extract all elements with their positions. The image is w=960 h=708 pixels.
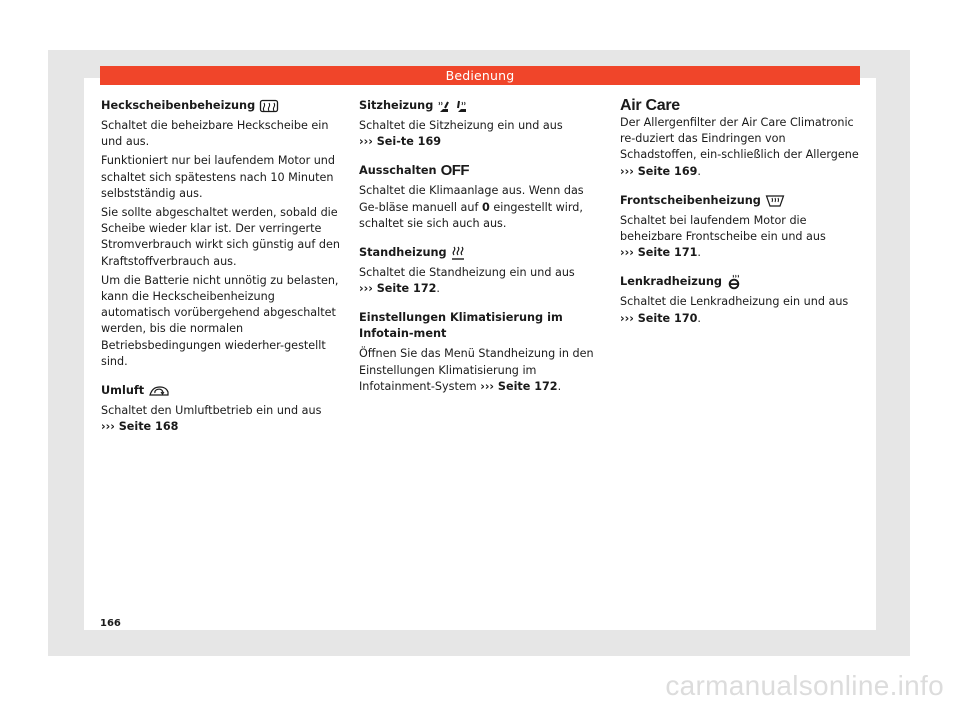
punctuation: . <box>436 282 440 296</box>
section-off <box>359 163 603 232</box>
paragraph <box>620 115 864 180</box>
heading-off <box>359 163 603 179</box>
heading-text: Umluft <box>101 384 145 398</box>
steering-wheel-heating-icon <box>726 274 742 290</box>
paragraph <box>359 265 603 297</box>
heading-text: Heckscheibenbeheizung <box>101 99 256 112</box>
column-left <box>101 98 345 448</box>
heading-auxiliary-heating <box>359 245 603 261</box>
heading-steering-heating <box>620 274 864 290</box>
punctuation: . <box>697 246 701 260</box>
page-reference-link[interactable]: ››› Sei-te 169 <box>359 135 442 149</box>
recirculation-text: Schaltet den Umluftbetrieb ein und aus <box>101 404 322 418</box>
heading-text: Sitzheizung <box>359 99 434 112</box>
off-text-continued: eingestellt wird, schaltet sie sich auch aus. <box>359 200 583 230</box>
section-steering-heating <box>620 274 864 326</box>
rear-window-heating-icon <box>259 99 279 114</box>
auxiliary-heating-icon <box>451 245 465 261</box>
page-reference-link[interactable]: ››› Seite 169 <box>620 164 698 178</box>
windscreen-text: Schaltet bei laufendem Motor die beheizbare Frontscheibe ein und aus <box>620 213 826 244</box>
recirculation-icon <box>148 385 170 398</box>
windscreen-heating-icon <box>765 194 785 208</box>
heading-text: Lenkradheizung <box>620 275 723 289</box>
seat-heating-text: Schaltet die Sitzheizung ein und aus <box>359 119 563 132</box>
air-care-text: Der Allergenfilter der Air Care Climatronic re-duziert das Eindringen von Schadstoffen, ein-schließlich der Allergene <box>620 116 859 162</box>
fan-zero-label: 0 <box>481 200 490 214</box>
page-number: 166 <box>100 618 121 629</box>
off-text: Schaltet die Klimaanlage aus. Wenn das Ge-bläse manuell auf <box>359 184 584 214</box>
paragraph <box>359 346 603 395</box>
heading-seat-heating <box>359 98 603 114</box>
paragraph <box>359 183 603 232</box>
paragraph: Um die Batterie nicht unnötig zu belasten, kann die Heckscheibenheizung automatisch vorübergehend abgeschaltet werden, bis die normalen Betriebsbedingungen wiederher-gestellt sind. <box>101 273 339 368</box>
section-infotainment-settings <box>359 310 603 395</box>
page-reference-link[interactable]: ››› Seite 171 <box>620 246 698 260</box>
heading-infotainment-settings: Einstellungen Klimatisierung im Infotain-ment <box>359 311 563 341</box>
paragraph: Schaltet die beheizbare Heckscheibe ein und aus. <box>101 119 329 149</box>
paragraph <box>359 118 603 150</box>
steering-text: Schaltet die Lenkradheizung ein und aus <box>620 295 849 309</box>
off-icon: OFF <box>440 162 470 180</box>
column-right <box>620 98 864 340</box>
section-rear-window-heating <box>101 98 345 370</box>
section-auxiliary-heating <box>359 245 603 297</box>
section-air-care <box>620 98 864 180</box>
page-reference-link[interactable]: ››› Seite 168 <box>101 420 179 434</box>
paragraph <box>101 403 345 435</box>
heading-text: Ausschalten <box>359 164 437 178</box>
seat-back-heating-icon <box>455 99 469 114</box>
heading-text: Standheizung <box>359 246 447 260</box>
section-windscreen-heating <box>620 193 864 262</box>
paragraph: Funktioniert nur bei laufendem Motor und schaltet sich spätestens nach 10 Minuten selbstständig aus. <box>101 154 336 200</box>
punctuation: . <box>697 311 701 325</box>
auxiliary-heating-text: Schaltet die Standheizung ein und aus <box>359 266 575 280</box>
section-seat-heating <box>359 98 603 150</box>
punctuation: . <box>557 379 562 393</box>
punctuation: . <box>697 164 701 178</box>
infotainment-text: Öffnen Sie das Menü Standheizung in den Einstellungen Klimatisierung im Infotainment-System <box>359 347 594 393</box>
watermark: carmanualsonline.info <box>665 670 944 701</box>
page-reference-link[interactable]: ››› Seite 172 <box>480 379 558 393</box>
heading-rear-window-heating <box>101 98 345 114</box>
section-recirculation <box>101 383 345 435</box>
heading-text: Frontscheibenheizung <box>620 193 761 207</box>
column-middle <box>359 98 603 408</box>
seat-heating-icon <box>437 99 451 114</box>
heading-windscreen-heating <box>620 193 864 209</box>
paragraph: Sie sollte abgeschaltet werden, sobald die Scheibe wieder klar ist. Der verringerte Stromverbrauch wirkt sich günstig auf den Kraftstoffverbrauch aus. <box>101 206 340 268</box>
paragraph <box>620 213 864 262</box>
heading-air-care: Air Care <box>620 97 680 114</box>
page-reference-link[interactable]: ››› Seite 172 <box>359 282 437 296</box>
paragraph <box>620 294 864 326</box>
section-header: Bedienung <box>100 66 860 85</box>
page-reference-link[interactable]: ››› Seite 170 <box>620 311 698 325</box>
heading-recirculation <box>101 383 345 399</box>
